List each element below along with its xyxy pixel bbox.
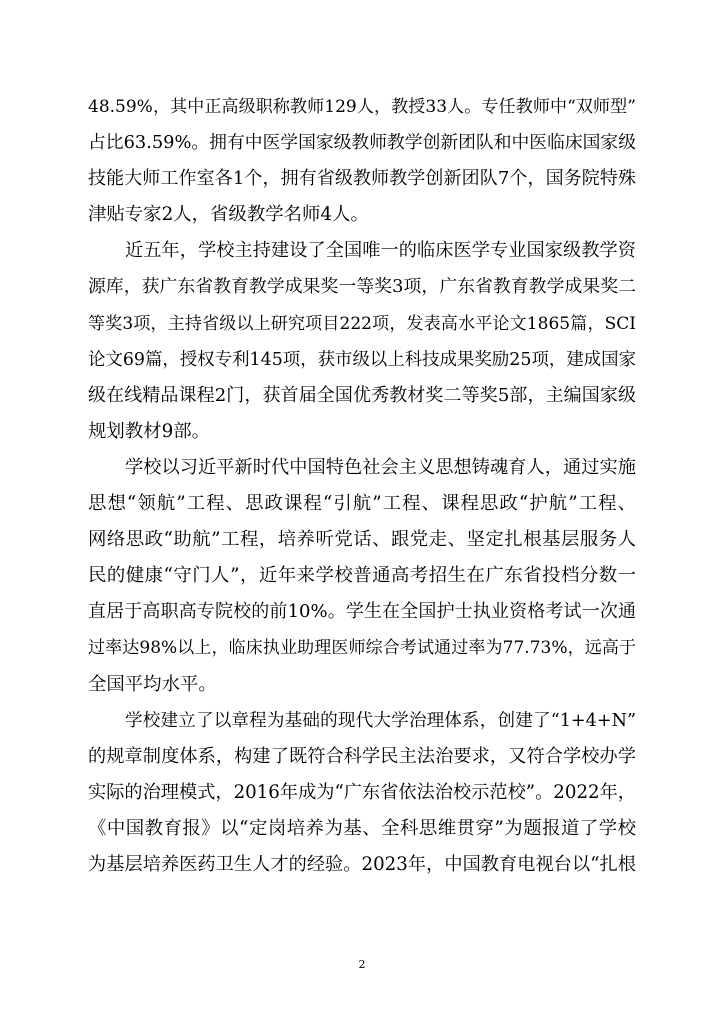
text-line: 学校建立了以章程为基础的现代大学治理体系，创建了“1+4+N” [125, 710, 636, 731]
text-line: 思想“领航”工程、思政课程“引航”工程、课程思政“护航”工程、 [88, 493, 636, 515]
text-line: 源库，获广东省教育教学成果奖一等奖3项，广东省教育教学成果奖二 [88, 276, 636, 298]
text-line: 为基层培养医药卫生人才的经验。2023年，中国教育电视台以“扎根 [88, 853, 636, 875]
text-line: 津贴专家2人，省级教学名师4人。 [88, 204, 369, 226]
text-line: 实际的治理模式，2016年成为“广东省依法治校示范校”。2022年， [88, 781, 636, 803]
paragraph-faculty [88, 89, 636, 233]
text-line: 规划教材9部。 [88, 420, 211, 442]
paragraph-governance [88, 703, 636, 883]
text-line: 近五年，学校主持建设了全国唯一的临床医学专业国家级教学资 [125, 240, 636, 262]
text-line: 论文69篇，授权专利145项，获市级以上科技成果奖励25项，建成国家 [88, 349, 636, 370]
text-line: 《中国教育报》以“定岗培养为基、全科思维贯穿”为题报道了学校 [88, 817, 636, 839]
text-line: 48.59%，其中正高级职称教师129人，教授33人。专任教师中“双师型” [88, 97, 636, 117]
text-line: 网络思政“助航”工程，培养听党话、跟党走、坚定扎根基层服务人 [88, 529, 636, 551]
text-line: 直居于高职高专院校的前10%。学生在全国护士执业资格考试一次通 [88, 601, 636, 623]
text-line: 民的健康“守门人”，近年来学校普通高考招生在广东省投档分数一 [88, 565, 636, 587]
paragraph-education [88, 450, 636, 703]
text-line: 占比63.59%。拥有中医学国家级教师教学创新团队和中医临床国家级 [88, 132, 636, 154]
text-line: 过率达98%以上，临床执业助理医师综合考试通过率为77.73%，远高于 [88, 638, 636, 659]
text-line: 技能大师工作室各1个，拥有省级教师教学创新团队7个，国务院特殊 [88, 168, 636, 190]
text-line: 级在线精品课程2门，获首届全国优秀教材奖二等奖5部，主编国家级 [88, 384, 636, 406]
text-line: 全国平均水平。 [88, 673, 217, 695]
text-line: 等奖3项，主持省级以上研究项目222项，发表高水平论文1865篇，SCI [88, 313, 636, 334]
body-text [88, 89, 636, 883]
text-line: 学校以习近平新时代中国特色社会主义思想铸魂育人，通过实施 [125, 456, 636, 478]
paragraph-achievements [88, 233, 636, 450]
page-number: 2 [358, 958, 366, 971]
text-line: 的规章制度体系，构建了既符合科学民主法治要求，又符合学校办学 [88, 745, 636, 767]
